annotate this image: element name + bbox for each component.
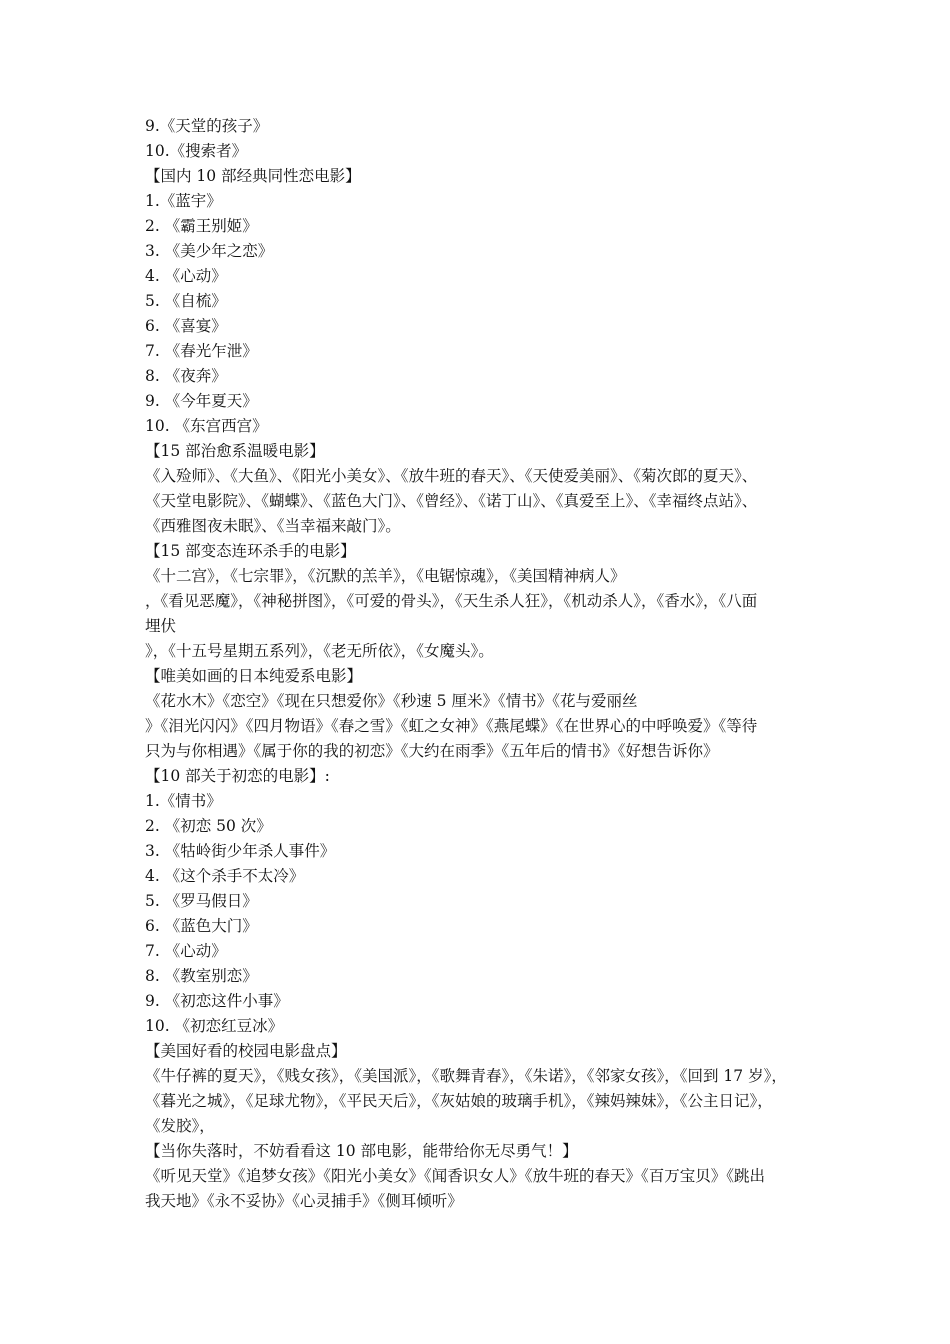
text-line: 《发胶》， [145, 1117, 215, 1135]
section-heading: 【唯美如画的日本纯爱系电影】 [145, 667, 363, 685]
text-line: 10.《搜索者》 [145, 142, 248, 160]
text-line: 《牛仔裤的夏天》，《贱女孩》，《美国派》，《歌舞青春》，《朱诺》，《邻家女孩》，《回到 17 岁》， [145, 1067, 787, 1085]
text-line: 2. 《初恋 50 次》 [145, 817, 272, 835]
text-line: 3. 《牯岭街少年杀人事件》 [145, 842, 336, 860]
text-line: 《入殓师》、《大鱼》、《阳光小美女》、《放牛班的春天》、《天使爱美丽》、《菊次郎的夏天》、 [145, 467, 758, 485]
text-line: 10. 《东宫西宫》 [145, 417, 268, 435]
document-body [145, 114, 815, 1214]
section-heading: 【国内 10 部经典同性恋电影】 [145, 167, 361, 185]
text-line: 10. 《初恋红豆冰》 [145, 1017, 284, 1035]
text-line: 2. 《霸王别姬》 [145, 217, 258, 235]
text-line: 《天堂电影院》、《蝴蝶》、《蓝色大门》、《曾经》、《诺丁山》、《真爱至上》、《幸福终点站》、 [145, 492, 758, 510]
text-line: 《暮光之城》，《足球尤物》，《平民天后》，《灰姑娘的玻璃手机》，《辣妈辣妹》，《公主日记》， [145, 1092, 773, 1110]
text-line: ，《看见恶魔》，《神秘拼图》，《可爱的骨头》，《天生杀人狂》，《机动杀人》，《香水》，《八面 [145, 592, 758, 610]
text-line: 1.《蓝宇》 [145, 192, 222, 210]
text-line: 8. 《教室别恋》 [145, 967, 258, 985]
text-line: 4. 《这个杀手不太冷》 [145, 867, 305, 885]
text-line: 7. 《心动》 [145, 942, 227, 960]
text-line: 5. 《自梳》 [145, 292, 227, 310]
text-line: 6. 《喜宴》 [145, 317, 227, 335]
text-line: 4. 《心动》 [145, 267, 227, 285]
text-line: 5. 《罗马假日》 [145, 892, 258, 910]
section-heading: 【15 部治愈系温暖电影】 [145, 442, 325, 460]
text-line: 9. 《今年夏天》 [145, 392, 258, 410]
text-line: 《花水木》《恋空》《现在只想爱你》《秒速 5 厘米》《情书》《花与爱丽丝 [145, 692, 638, 710]
text-line: 1.《情书》 [145, 792, 222, 810]
text-line: 3. 《美少年之恋》 [145, 242, 274, 260]
text-line: 9.《天堂的孩子》 [145, 117, 269, 135]
section-heading: 【当你失落时，不妨看看这 10 部电影，能带给你无尽勇气！】 [145, 1142, 578, 1160]
text-line: 8. 《夜奔》 [145, 367, 227, 385]
text-line: 《听见天堂》《追梦女孩》《阳光小美女》《闻香识女人》《放牛班的春天》《百万宝贝》《跳出 [145, 1167, 766, 1185]
text-line: 我天地》《永不妥协》《心灵捕手》《侧耳倾听》 [145, 1192, 463, 1210]
text-line: 只为与你相遇》《属于你的我的初恋》《大约在雨季》《五年后的情书》《好想告诉你》 [145, 742, 719, 760]
text-line: 9. 《初恋这件小事》 [145, 992, 289, 1010]
text-line: 》，《十五号星期五系列》，《老无所依》，《女魔头》。 [145, 642, 494, 660]
text-line: 《西雅图夜未眠》、《当幸福来敲门》。 [145, 517, 401, 535]
text-line: 埋伏 [145, 617, 177, 635]
text-line: 》《泪光闪闪》《四月物语》《春之雪》《虹之女神》《燕尾蝶》《在世界心的中呼唤爱》《等待 [145, 717, 758, 735]
text-line: 6. 《蓝色大门》 [145, 917, 258, 935]
section-heading: 【10 部关于初恋的电影】: [145, 767, 330, 785]
section-heading: 【15 部变态连环杀手的电影】 [145, 542, 356, 560]
text-line: 《十二宫》，《七宗罪》，《沉默的羔羊》，《电锯惊魂》，《美国精神病人》 [145, 567, 626, 585]
section-heading: 【美国好看的校园电影盘点】 [145, 1042, 347, 1060]
text-line: 7. 《春光乍泄》 [145, 342, 258, 360]
